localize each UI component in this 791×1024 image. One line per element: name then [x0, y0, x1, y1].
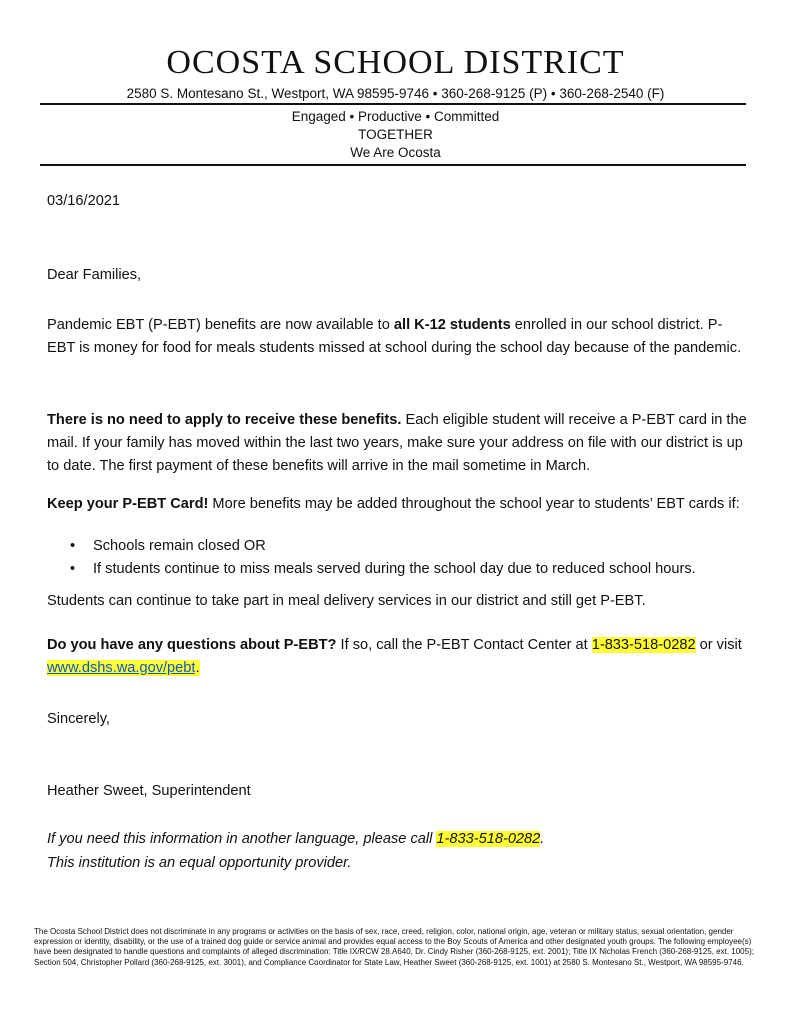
closing: Sincerely, [47, 711, 110, 727]
paragraph-no-apply [47, 409, 747, 478]
header-rule-top [40, 103, 746, 105]
language-phone-link[interactable]: 1-833-518-0282 [436, 831, 541, 847]
signature: Heather Sweet, Superintendent [47, 783, 251, 799]
language-notice [47, 828, 747, 851]
motto-line-3: We Are Ocosta [350, 145, 441, 160]
para5-text-a: If so, call the P-EBT Contact Center at [336, 637, 592, 653]
paragraph-questions [47, 634, 747, 680]
website-link[interactable]: www.dshs.wa.gov/pebt [47, 660, 196, 676]
district-title: OCOSTA SCHOOL DISTRICT [166, 44, 625, 81]
para2-bold: There is no need to apply to receive these benefits. [47, 412, 402, 428]
para1-text-b: enrolled in our school district. P-EBT is money for food for meals students missed at school during the school day because of the pandemic. [47, 317, 742, 356]
para5-period: . [195, 660, 200, 676]
letter-date: 03/16/2021 [47, 193, 121, 209]
list-item [70, 535, 750, 558]
para5-text-b: or visit [695, 637, 742, 653]
paragraph-meal-delivery: Students can continue to take part in meal delivery services in our district and still get P-EBT. [47, 593, 646, 609]
bullet-text: If students continue to miss meals served during the school day due to reduced school hours. [93, 561, 696, 577]
paragraph-benefits [47, 314, 747, 360]
para2-text: Each eligible student will receive a P-EBT card in the mail. If your family has moved within the last two years, make sure your address on file with our district is up to date. The first payment of these benefits will arrive in the mail sometime in March. [47, 412, 747, 474]
para3-bold: Keep your P-EBT Card! [47, 496, 209, 512]
bullet-dot-icon: • [70, 561, 76, 577]
bullet-text: Schools remain closed OR [93, 538, 266, 554]
contact-phone-link[interactable]: 1-833-518-0282 [591, 637, 696, 653]
motto-block [0, 108, 791, 162]
nondiscrimination-footer: The Ocosta School District does not discriminate in any programs or activities on the basis of sex, race, creed, religion, color, national origin, age, veteran or military status, sexual orientation, gender expression or identity, disability, or the use of a trained dog guide or service animal and provides equal access to the Boy Scouts of America and other designated youth groups. The following employee(s) have been designated to handle questions and complaints of alleged discrimination: Title IX/RCW 28.A640, Dr. Cindy Risher (360-268-9125, ext. 2001); Title IX Nicholas French (360-268-9125, ext. 1005); Section 504, Christopher Pollard (360-268-9125, ext. 3001), and Compliance Coordinator for State Law, Heather Sweet (360-268-9125, ext. 1001) at 2580 S. Montesano St., Westport, WA 98595-9746. [34, 927, 754, 967]
para3-text: More benefits may be added throughout the school year to students’ EBT cards if: [208, 496, 740, 512]
paragraph-keep-card [47, 493, 747, 516]
header-rule-bottom [40, 164, 746, 166]
equal-opportunity-notice: This institution is an equal opportunity provider. [47, 855, 352, 871]
para1-bold: all K-12 students [393, 317, 511, 333]
list-item [70, 558, 750, 581]
bullet-dot-icon: • [70, 538, 76, 554]
language-period: . [540, 831, 545, 847]
greeting: Dear Families, [47, 267, 142, 283]
language-text: If you need this information in another language, please call [47, 831, 437, 847]
motto-line-2: TOGETHER [358, 127, 433, 142]
para5-bold: Do you have any questions about P-EBT? [47, 637, 337, 653]
bullet-list [70, 535, 750, 581]
para1-text-a: Pandemic EBT (P-EBT) benefits are now available to [47, 317, 394, 333]
district-address: 2580 S. Montesano St., Westport, WA 98595-9746 • 360-268-9125 (P) • 360-268-2540 (F) [126, 86, 665, 101]
motto-line-1: Engaged • Productive • Committed [291, 109, 500, 124]
